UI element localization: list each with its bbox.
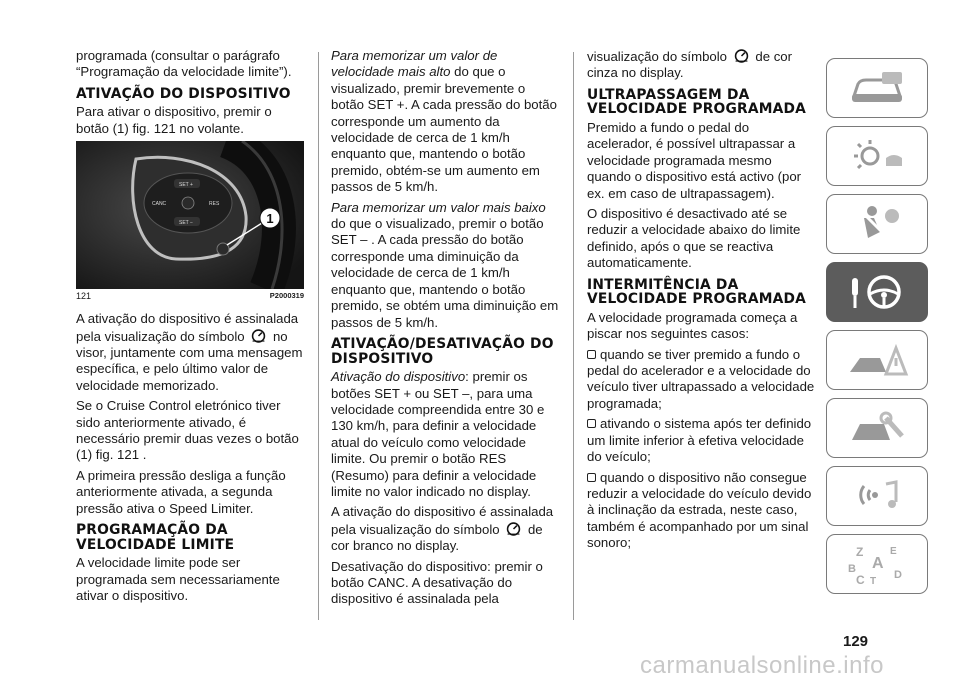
speed-limiter-icon [733,48,750,64]
paragraph: A velocidade limite pode ser programada sem necessariamente ativar o dispositivo. [76,555,280,604]
tab-maintenance[interactable] [826,398,928,458]
column-divider-2 [573,52,574,620]
list-item [587,416,815,465]
paragraph [331,48,559,196]
text: ativando o sistema após ter definido um limite inferior à efetiva velocidade do veículo; [587,416,812,465]
set-plus-label: SET + [179,182,193,189]
paragraph: programada (consultar o parágrafo “Programação da velocidade limite”). [76,48,292,80]
tab-warning-lights[interactable] [826,126,928,186]
page-number: 129 [843,633,869,650]
italic-text: Para memorizar um valor de velocidade mais alto [331,48,498,80]
letter-z: Z [856,545,864,559]
paragraph: Desativação do dispositivo: premir o botão CANC. A desativação do dispositivo é assinalada pela [331,558,543,607]
tab-multimedia[interactable] [826,466,928,526]
bullet-icon [587,419,596,428]
emergency-icon [842,338,912,382]
list-item [587,347,815,413]
paragraph: Se o Cruise Control eletrónico tiver sido anteriormente ativado, é necessário premir duas vezes o botão (1) fig. 121 . [76,398,299,463]
text: : premir os botões SET + ou SET –, para uma velocidade compreendida entre 30 e 130 km/h, para definir a velocidade atual do veículo como velocidade limite. Ou premir o botão RES (Resumo) para definir a velocidade limite no valor indicado no display. [331,369,545,499]
heading-activation-deactivation: ATIVAÇÃO/DESATIVAÇÃO DO DISPOSITIVO [331,335,554,367]
speed-limiter-icon [505,521,522,537]
speed-limiter-icon [250,328,267,344]
bullet-icon [587,350,596,359]
text: do que o visualizado, premir o botão SET – . A cada pressão do botão corresponde uma diminuição da velocidade de cerca de 1 km/h enquanto que, mantendo o botão premido, se obtém uma diminuição em passos de 5 km/h. [331,216,559,330]
index-letters-icon [842,542,912,586]
paragraph: Para ativar o dispositivo, premir o botão (1) fig. 121 no volante. [76,104,272,136]
letter-e: E [890,546,897,557]
figure-number: 121 [76,291,92,302]
watermark: carmanualsonline.info [640,652,884,679]
paragraph: A velocidade programada começa a piscar nos seguintes casos: [587,309,798,342]
paragraph [331,200,559,331]
chapter-tabs [826,58,934,602]
warning-lights-icon [842,134,912,178]
heading-flashing: INTERMITÊNCIA DA VELOCIDADE PROGRAMADA [587,276,807,308]
letter-c: C [856,573,865,586]
column-3 [587,48,815,556]
letter-t: T [870,576,877,586]
figure-code: P2000319 [269,291,304,301]
canc-label: CANC [152,201,167,208]
tab-safety[interactable] [826,194,928,254]
multimedia-icon [842,474,912,518]
car-dashboard-icon [842,66,912,110]
paragraph [331,504,559,554]
heading-activation: ATIVAÇÃO DO DISPOSITIVO [76,85,291,102]
italic-text: Para memorizar um valor mais baixo [331,199,546,215]
heading-limit-programming: PROGRAMAÇÃO DA VELOCIDADE LIMITE [76,522,235,553]
bullet-icon [587,473,596,482]
italic-text: Ativação do dispositivo [331,369,466,385]
column-2 [331,48,559,612]
tab-starting-driving[interactable] [826,262,928,322]
steering-wheel-key-icon [842,270,912,314]
tab-dashboard[interactable] [826,58,928,118]
text: no visor, juntamente com uma mensagem específica, e pelo último valor de velocidade memorizado. [76,328,303,393]
list-item [587,470,815,552]
text: quando o dispositivo não consegue reduzir a velocidade do veículo devido à inclinação da estrada, neste caso, também é acompanhado por um sinal sonoro; [587,469,812,551]
column-1 [76,48,304,609]
text: de cor branco no display. [331,521,543,554]
seat-airbag-icon [842,202,912,246]
res-label: RES [209,201,220,208]
paragraph [76,311,304,394]
paragraph [331,369,559,500]
paragraph: Premido a fundo o pedal do acelerador, é possível ultrapassar a velocidade programada mesmo quando o dispositivo está activo (por ex. em caso de ultrapassagem). [587,120,802,201]
text: quando se tiver premido a fundo o pedal do acelerador e a velocidade do veículo tiver ultrapassado a velocidade programada; [587,346,815,411]
figure-caption [76,291,304,303]
heading-overtaking: ULTRAPASSAGEM DA VELOCIDADE PROGRAMADA [587,86,807,118]
paragraph: A primeira pressão desliga a função anteriormente ativada, a segunda pressão ativa o Speed Limiter. [76,467,286,516]
set-minus-label: SET − [179,220,193,227]
text: A ativação do dispositivo é assinalada pela visualização do símbolo [331,504,554,537]
column-divider-1 [318,52,319,620]
text: de cor cinza no display. [587,49,793,81]
text: visualização do símbolo [587,49,728,64]
letter-d: D [894,569,902,581]
letter-a: A [872,555,884,572]
paragraph: O dispositivo é desactivado até se reduzir a velocidade abaixo do limite definido, após o que se reactiva automaticamente. [587,206,801,271]
steering-wheel-figure [76,141,304,289]
letter-b: B [848,563,856,575]
tab-emergency[interactable] [826,330,928,390]
text: do que o visualizado, premir brevemente o botão SET +. A cada pressão do botão corresponde um aumento da velocidade de cerca de 1 km/h enquanto que, mantendo o botão premido, obtém-se um aumento em passos de 5 km/h. [331,64,557,195]
paragraph [587,48,815,82]
text: A ativação do dispositivo é assinalada pela visualização do símbolo [76,311,299,344]
maintenance-icon [842,406,912,450]
callout-number: 1 [266,211,274,227]
tab-index[interactable] [826,534,928,594]
